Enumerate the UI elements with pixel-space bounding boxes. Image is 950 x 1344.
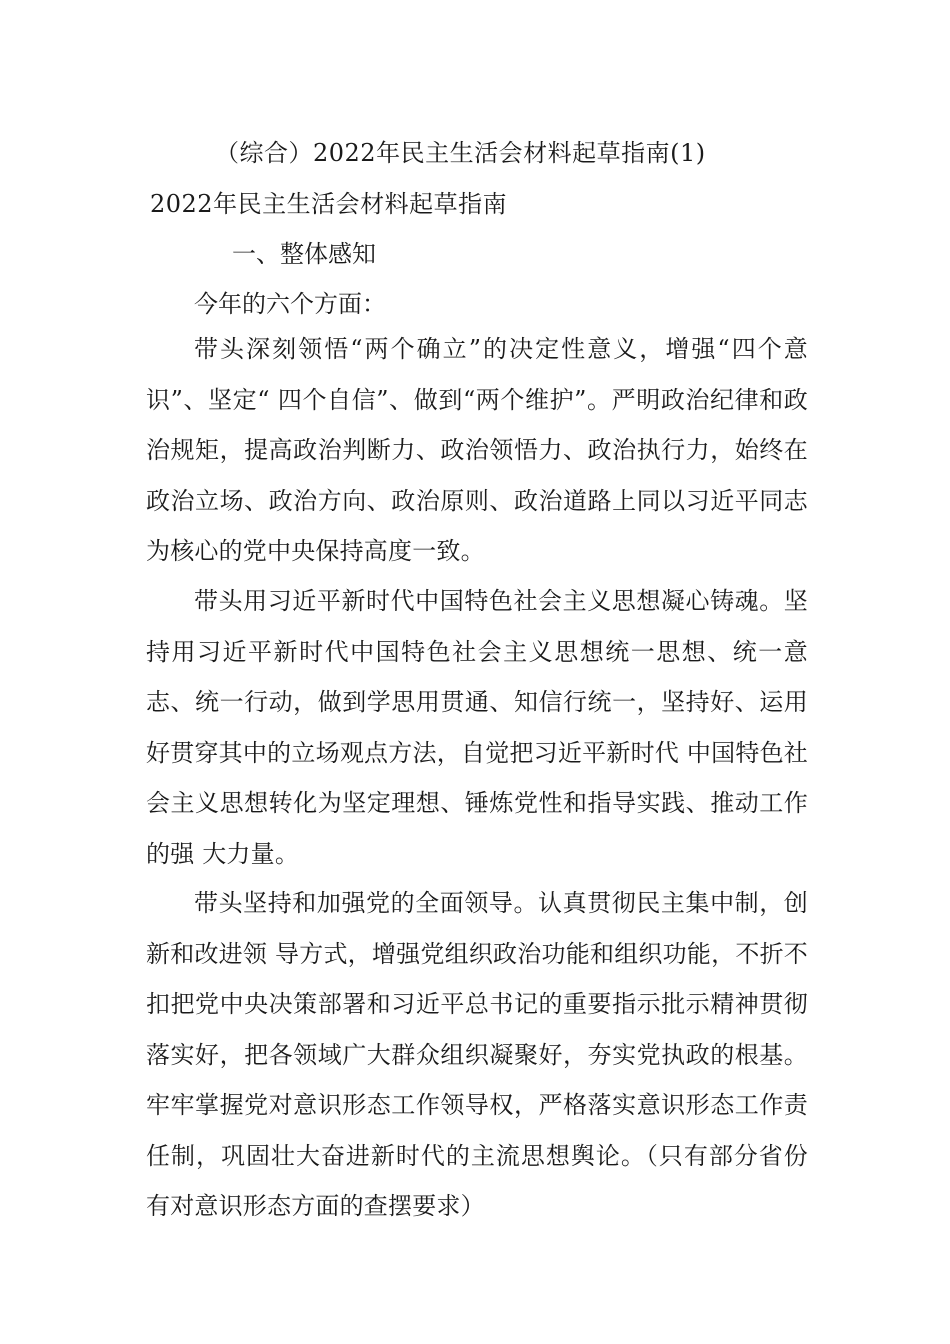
- paragraph-3: 带头坚持和加强党的全面领导。认真贯彻民主集中制，创新和改进领 导方式，增强党组织政治功能和组织功能，不折不扣把党中央决策部署和习近平总书记的重要指示批示精神贯彻落实好，把各领域广大群众组织凝聚好，夯实党执政的根基。牢牢掌握党对意识形态工作领导权，严格落实意识形态工作责任制，巩固壮大奋进新时代的主流思想舆论。（只有部分省份有对意识形态方面的查摆要求）: [146, 889, 808, 1220]
- document-subtitle: 2022年民主生活会材料起草指南: [150, 190, 508, 218]
- paragraph-1: 带头深刻领悟“两个确立”的决定性意义，增强“四个意识”、坚定“ 四个自信”、做到“两个维护”。严明政治纪律和政治规矩，提高政治判断力、政治领悟力、政治执行力，始终在政治立场、政治方向、政治原则、政治道路上同以习近平同志为核心的党中央保持高度一致。: [146, 335, 808, 565]
- paragraph-2: 带头用习近平新时代中国特色社会主义思想凝心铸魂。坚持用习近平新时代中国特色社会主义思想统一思想、统一意志、统一行动，做到学思用贯通、知信行统一，坚持好、运用好贯穿其中的立场观点方法，自觉把习近平新时代 中国特色社会主义思想转化为坚定理想、锤炼党性和指导实践、推动工作的强 大力量。: [146, 587, 808, 868]
- section-heading: 一、整体感知: [232, 240, 376, 268]
- document-title: （综合）2022年民主生活会材料起草指南(1): [215, 139, 706, 167]
- intro-line: 今年的六个方面：: [194, 290, 386, 318]
